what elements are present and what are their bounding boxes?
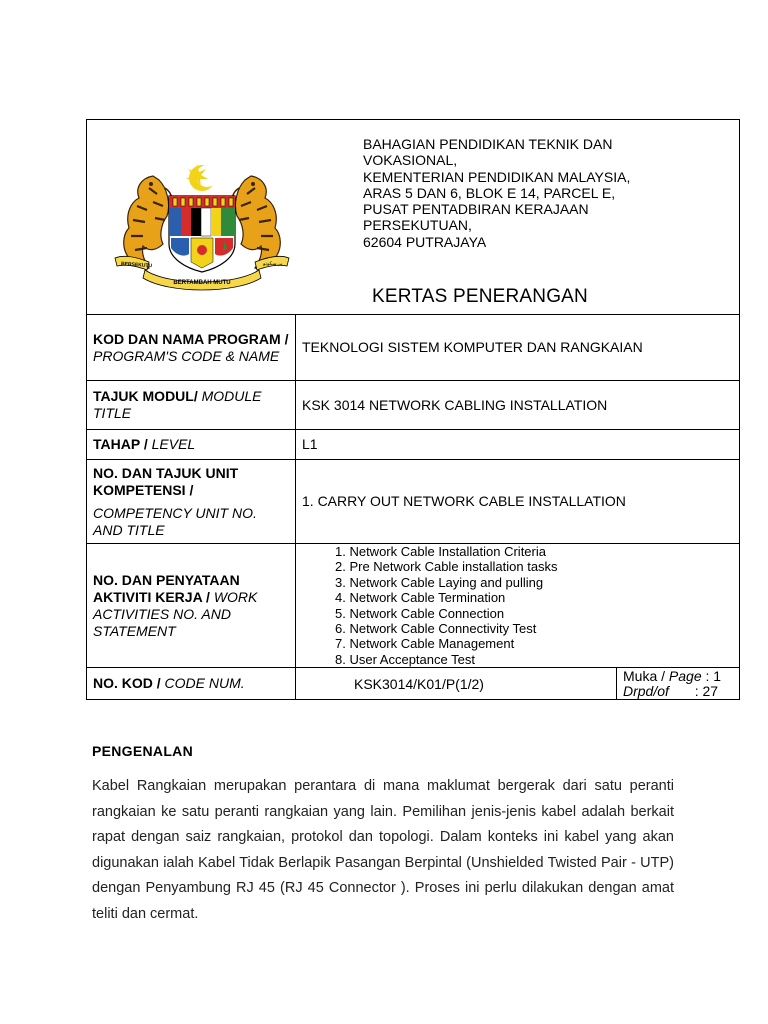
program-label-bold: KOD DAN NAMA PROGRAM / bbox=[93, 330, 289, 347]
program-value: TEKNOLOGI SISTEM KOMPUTER DAN RANGKAIAN bbox=[296, 315, 740, 381]
total-value: : 27 bbox=[694, 682, 719, 699]
document-title: KERTAS PENERANGAN bbox=[372, 286, 588, 307]
list-item: 3. Network Cable Laying and pulling bbox=[335, 574, 544, 590]
competency-unit-value: 1. CARRY OUT NETWORK CABLE INSTALLATION bbox=[296, 460, 740, 544]
module-value: KSK 3014 NETWORK CABLING INSTALLATION bbox=[296, 381, 740, 430]
competency-unit-label-italic: COMPETENCY UNIT NO. AND TITLE bbox=[93, 504, 257, 538]
module-label-italic: MODULE TITLE bbox=[93, 388, 262, 421]
program-label bbox=[87, 315, 296, 381]
work-activities-row bbox=[87, 544, 740, 668]
address-line: BAHAGIAN PENDIDIKAN TEKNIK DAN bbox=[363, 136, 613, 152]
list-item: 7. Network Cable Management bbox=[335, 636, 515, 652]
address-line: PUSAT PENTADBIRAN KERAJAAN bbox=[363, 201, 589, 218]
total-label: Drpd/of bbox=[623, 682, 669, 699]
list-item: 8. User Acceptance Test bbox=[335, 651, 475, 667]
list-item: 1. Network Cable Installation Criteria bbox=[335, 544, 546, 559]
address-line: ARAS 5 DAN 6, BLOK E 14, PARCEL E, bbox=[363, 184, 616, 201]
page-label: Muka / bbox=[623, 667, 666, 684]
left-tiger bbox=[124, 176, 172, 269]
address-line: KEMENTERIAN PENDIDIKAN MALAYSIA, bbox=[363, 168, 631, 185]
left-ribbon bbox=[115, 256, 153, 270]
module-label bbox=[87, 381, 296, 430]
address-line: 62604 PUTRAJAYA bbox=[363, 233, 487, 250]
work-activities-label bbox=[87, 544, 296, 668]
competency-unit-label-bold: NO. DAN TAJUK UNIT KOMPETENSI / bbox=[93, 464, 239, 498]
code-label-italic: CODE NUM. bbox=[160, 675, 245, 692]
address-line: VOKASIONAL, bbox=[363, 152, 458, 169]
intro-paragraph: Kabel Rangkaian merupakan perantara di mana maklumat bergerak dari satu peranti rangkaian ke satu peranti rangkaian yang lain. Pemilihan jenis-jenis kabel adalah berkait rapat dengan saiz rangkaian, protokol dan topologi. Dalam konteks ini kabel yang akan digunakan ialah Kabel Tidak Berlapik Pasangan Berpintal (Unshielded Twisted Pair - UTP) dengan Penyambung RJ 45 (RJ 45 Connector ). Proses ini perlu dilakukan dengan amat teliti dan cermat. bbox=[92, 778, 674, 922]
code-cell bbox=[296, 668, 740, 700]
code-label bbox=[87, 668, 296, 700]
list-item: 4. Network Cable Termination bbox=[335, 590, 506, 606]
level-value: L1 bbox=[296, 430, 740, 460]
right-tiger bbox=[232, 176, 283, 269]
section-heading: PENGENALAN bbox=[92, 743, 194, 759]
code-value: KSK3014/K01/P(1/2) bbox=[296, 668, 617, 699]
work-activities-list bbox=[302, 544, 733, 667]
competency-unit-row bbox=[87, 460, 740, 544]
info-table bbox=[86, 119, 740, 700]
shield bbox=[169, 196, 235, 272]
header-cell bbox=[87, 120, 740, 315]
page-label-italic: Page bbox=[665, 667, 702, 684]
address-line: PERSEKUTUAN, bbox=[363, 217, 472, 234]
page-info bbox=[617, 668, 739, 699]
level-label-bold: TAHAP / bbox=[93, 436, 148, 452]
program-row bbox=[87, 315, 740, 381]
level-row bbox=[87, 430, 740, 460]
work-activities-label-italic: WORK ACTIVITIES NO. AND STATEMENT bbox=[93, 588, 258, 639]
page-total-line bbox=[623, 684, 739, 699]
bottom-ribbon bbox=[143, 270, 261, 290]
list-item: 5. Network Cable Connection bbox=[335, 605, 505, 621]
code-label-bold: NO. KOD / bbox=[93, 675, 161, 692]
module-label-bold: TAJUK MODUL/ bbox=[93, 388, 198, 404]
bottom-ribbon-text: BERTAMBAH MUTU bbox=[173, 280, 231, 286]
list-item: 6. Network Cable Connectivity Test bbox=[335, 621, 537, 637]
page-number-line bbox=[623, 669, 739, 684]
ministry-address bbox=[363, 136, 630, 250]
list-item: 2. Pre Network Cable installation tasks bbox=[335, 559, 558, 575]
left-ribbon-text: BERSEKUTU bbox=[120, 261, 153, 270]
program-label-italic: PROGRAM'S CODE & NAME bbox=[93, 347, 280, 364]
level-label-italic: LEVEL bbox=[147, 436, 196, 452]
right-ribbon-text: بر سکوتو bbox=[263, 261, 283, 267]
code-row bbox=[87, 668, 740, 700]
malaysia-coat-of-arms-icon bbox=[109, 158, 295, 294]
competency-unit-label bbox=[87, 460, 296, 544]
work-activities-cell bbox=[296, 544, 740, 668]
level-label bbox=[87, 430, 296, 460]
module-row bbox=[87, 381, 740, 430]
work-activities-label-bold: NO. DAN PENYATAAN AKTIVITI KERJA / bbox=[93, 571, 240, 605]
page-value: : 1 bbox=[705, 667, 722, 684]
